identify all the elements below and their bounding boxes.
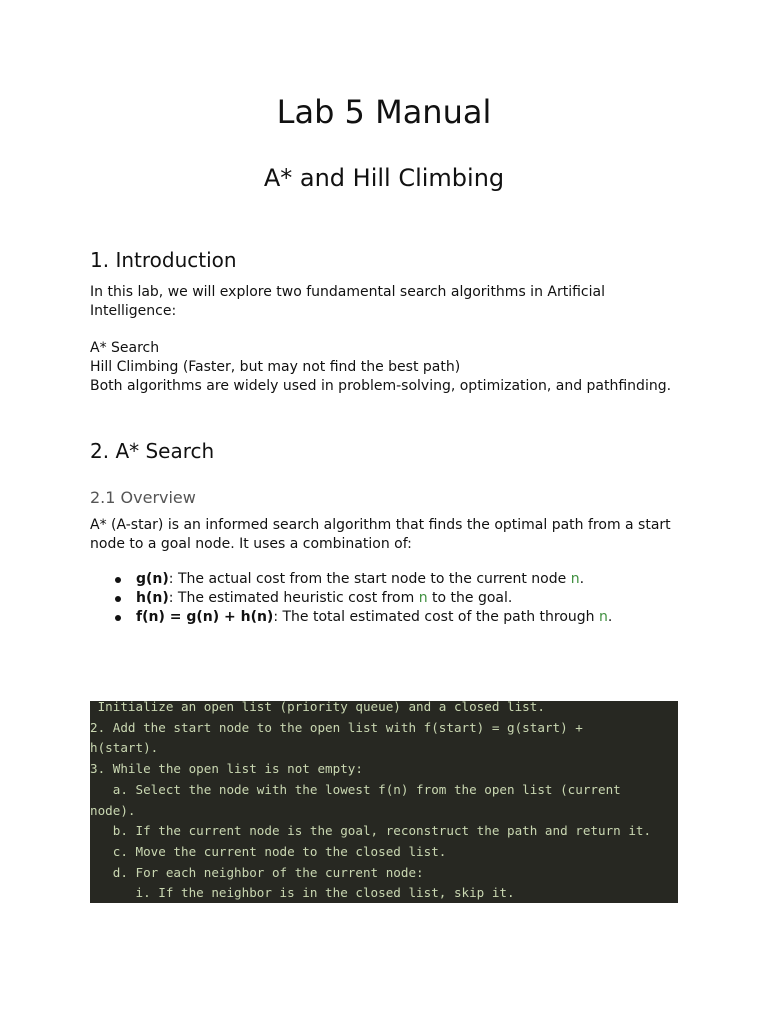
code-line: d. For each neighbor of the current node:	[90, 864, 424, 880]
overview-paragraph: A* (A-star) is an informed search algorithm that finds the optimal path from a start node to a goal node. It uses a combination of:	[90, 517, 671, 552]
term-description-end: .	[579, 571, 585, 587]
code-line: b. If the current node is the goal, reconstruct the path and return it.	[90, 823, 652, 839]
term-description-end: to the goal.	[427, 590, 513, 606]
code-line: node).	[90, 802, 136, 818]
pseudocode-block	[90, 701, 678, 903]
code-line: a. Select the node with the lowest f(n) from the open list (current	[90, 781, 621, 797]
subsection-heading-overview: 2.1 Overview	[90, 488, 196, 507]
list-item	[90, 570, 612, 589]
code-line: Initialize an open list (priority queue) and a closed list.	[90, 701, 545, 714]
section-heading-astar: 2. A* Search	[90, 439, 215, 463]
term-description: : The actual cost from the start node to the current node	[168, 571, 571, 587]
variable-n: n	[599, 609, 608, 625]
document-title: Lab 5 Manual	[276, 93, 492, 131]
term-description: : The estimated heuristic cost from	[168, 590, 419, 606]
term-description: : The total estimated cost of the path through	[273, 609, 599, 625]
term-f: f(n) = g(n) + h(n)	[136, 609, 274, 625]
term-h: h(n)	[136, 590, 169, 606]
intro-paragraph: In this lab, we will explore two fundamental search algorithms in Artificial Intelligence:	[90, 284, 605, 319]
list-item	[90, 608, 612, 627]
section-heading-introduction: 1. Introduction	[90, 248, 237, 272]
list-item	[90, 589, 612, 608]
term-g: g(n)	[136, 571, 169, 587]
code-line: 3. While the open list is not empty:	[90, 761, 363, 777]
code-line: 2. Add the start node to the open list with f(start) = g(start) +	[90, 719, 583, 735]
cost-function-list	[90, 570, 612, 627]
code-line: h(start).	[90, 740, 159, 756]
term-description-end: .	[607, 609, 613, 625]
intro-item-astar: A* Search	[90, 340, 160, 356]
variable-n: n	[570, 571, 580, 587]
intro-item-hill-climbing: Hill Climbing (Faster, but may not find the best path)	[90, 359, 461, 375]
code-line: c. Move the current node to the closed list.	[90, 843, 447, 859]
variable-n: n	[418, 590, 428, 606]
code-line: i. If the neighbor is in the closed list, skip it.	[90, 885, 515, 901]
document-subtitle: A* and Hill Climbing	[263, 164, 505, 192]
intro-closing: Both algorithms are widely used in problem-solving, optimization, and pathfinding.	[90, 378, 672, 394]
